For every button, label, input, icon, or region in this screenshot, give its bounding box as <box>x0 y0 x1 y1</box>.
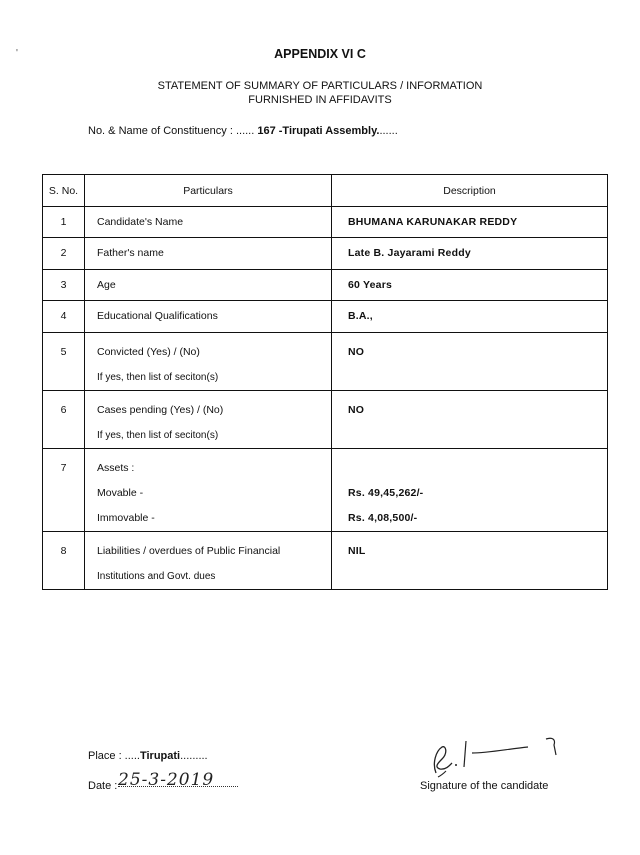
table-header-row <box>43 175 608 207</box>
signature-label: Signature of the candidate <box>420 780 549 792</box>
page-title: APPENDIX VI C <box>274 47 366 61</box>
particulars-cell: Candidate's Name <box>85 207 332 238</box>
description-cell: NO <box>332 333 608 391</box>
constituency-line <box>88 125 398 137</box>
sno-cell: 7 <box>43 449 85 532</box>
sno-cell: 1 <box>43 207 85 238</box>
header-sno: S. No. <box>43 175 85 207</box>
sno-cell: 3 <box>43 270 85 301</box>
date-label: Date : <box>88 780 118 792</box>
header-particulars: Particulars <box>85 175 332 207</box>
table-row <box>43 301 608 333</box>
description-cell: BHUMANA KARUNAKAR REDDY <box>332 207 608 238</box>
particulars-cell: Father's name <box>85 238 332 270</box>
margin-mark: ' <box>16 48 18 59</box>
table-row <box>43 333 608 391</box>
sno-cell: 4 <box>43 301 85 333</box>
table-row <box>43 270 608 301</box>
sno-cell: 5 <box>43 333 85 391</box>
particulars-cell: Age <box>85 270 332 301</box>
subtitle-line-1: STATEMENT OF SUMMARY OF PARTICULARS / INFORMATION <box>157 80 483 92</box>
table-row <box>43 238 608 270</box>
sno-cell: 2 <box>43 238 85 270</box>
particulars-cell: Liabilities / overdues of Public Financial Institutions and Govt. dues <box>85 532 332 590</box>
place-label: Place : ..... <box>88 750 140 762</box>
table-row <box>43 391 608 449</box>
table-row <box>43 532 608 590</box>
sno-cell: 8 <box>43 532 85 590</box>
particulars-cell: Cases pending (Yes) / (No) If yes, then list of seciton(s) <box>85 391 332 449</box>
particulars-cell: Assets : Movable - Immovable - <box>85 449 332 532</box>
table-row <box>43 207 608 238</box>
place-trail: ......... <box>180 750 208 762</box>
description-cell: NO <box>332 391 608 449</box>
constituency-trail: ...... <box>379 125 398 137</box>
constituency-label: No. & Name of Constituency : ...... <box>88 125 255 137</box>
description-cell: Rs. 49,45,262/- Rs. 4,08,500/- <box>332 449 608 532</box>
description-cell: Late B. Jayarami Reddy <box>332 238 608 270</box>
particulars-table <box>42 174 608 590</box>
description-cell: B.A., <box>332 301 608 333</box>
table-row <box>43 449 608 532</box>
particulars-cell: Convicted (Yes) / (No) If yes, then list of seciton(s) <box>85 333 332 391</box>
header-description: Description <box>332 175 608 207</box>
constituency-value: 167 -Tirupati Assembly. <box>257 125 380 137</box>
description-cell: 60 Years <box>332 270 608 301</box>
subtitle-line-2: FURNISHED IN AFFIDAVITS <box>248 94 392 106</box>
signature-image <box>428 733 568 783</box>
particulars-table-wrapper <box>42 174 607 590</box>
particulars-cell: Educational Qualifications <box>85 301 332 333</box>
date-handwritten: 25-3-2019 <box>118 770 215 790</box>
description-cell: NIL <box>332 532 608 590</box>
sno-cell: 6 <box>43 391 85 449</box>
place-value: Tirupati <box>139 750 181 762</box>
place-line <box>88 750 208 762</box>
